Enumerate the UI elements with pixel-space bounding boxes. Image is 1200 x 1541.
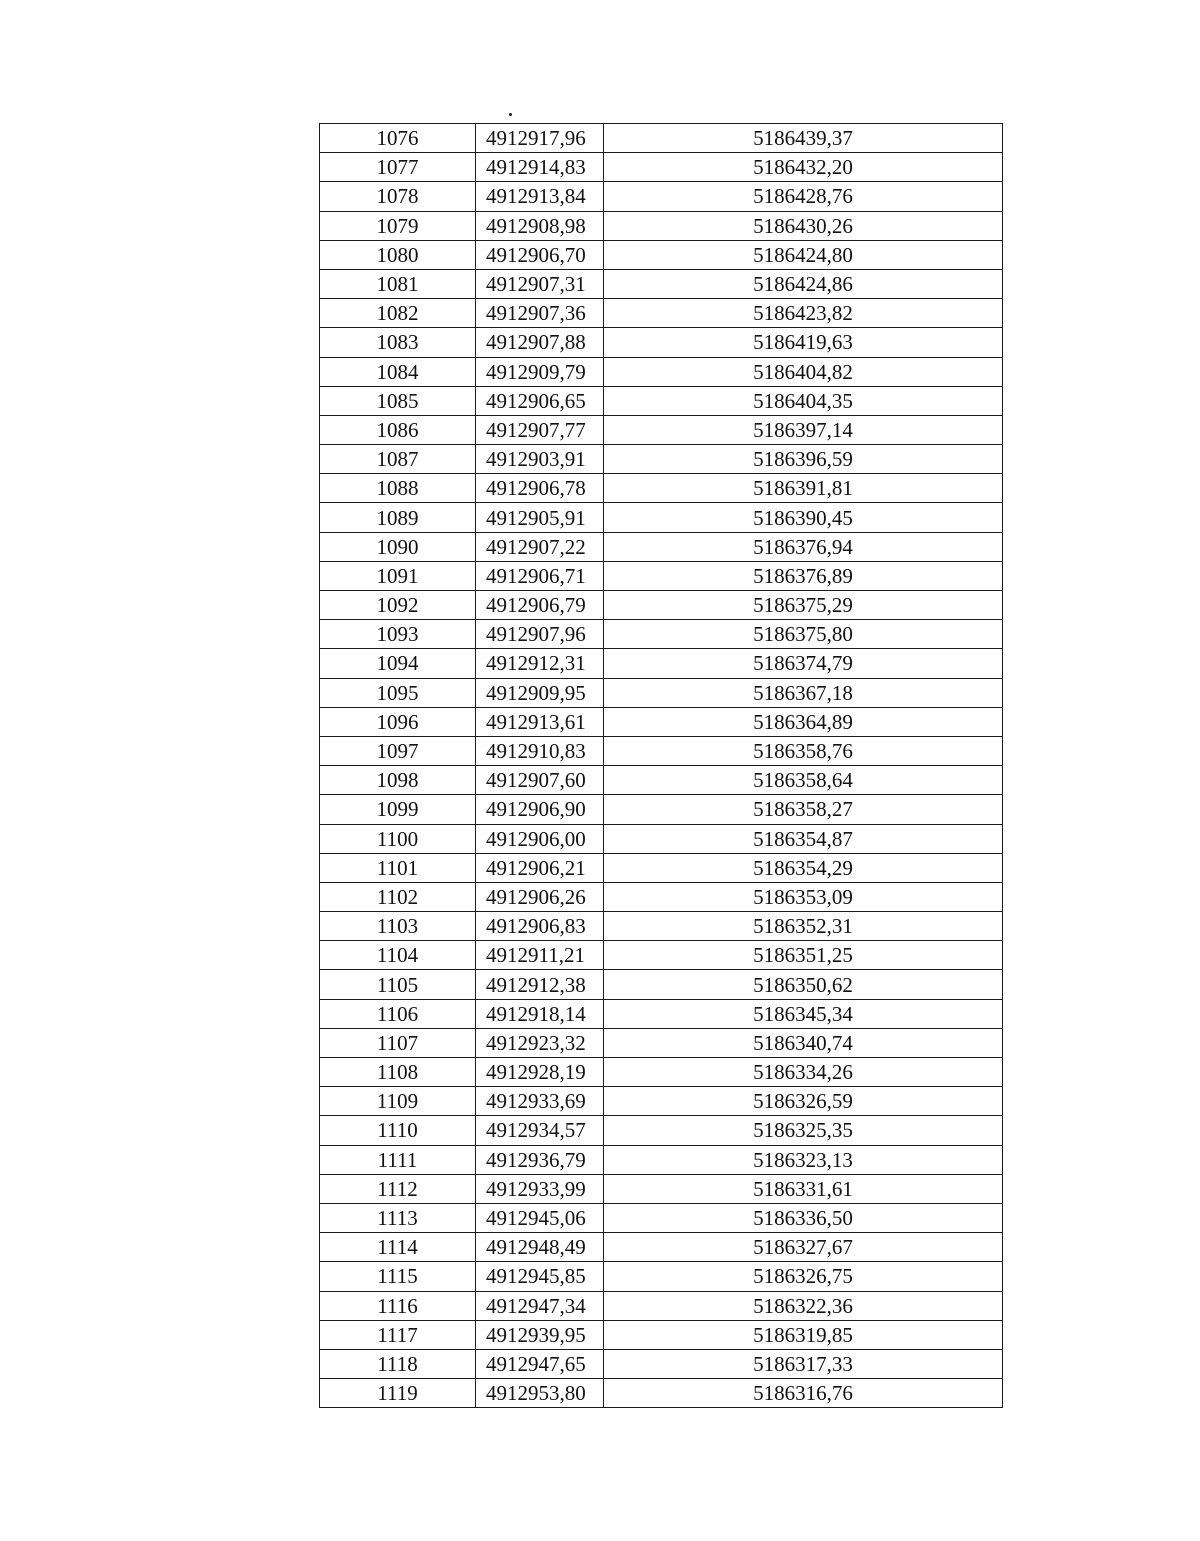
x-coordinate-cell: 4912913,61: [476, 707, 604, 736]
y-coordinate-cell: 5186331,61: [604, 1174, 1003, 1203]
point-number-cell: 1111: [320, 1145, 476, 1174]
table-row: [320, 1087, 1003, 1116]
point-number-cell: 1116: [320, 1291, 476, 1320]
x-coordinate-cell: 4912953,80: [476, 1379, 604, 1408]
point-number-cell: 1081: [320, 269, 476, 298]
point-number-cell: 1095: [320, 678, 476, 707]
y-coordinate-cell: 5186336,50: [604, 1203, 1003, 1232]
table-row: [320, 182, 1003, 211]
point-number-cell: 1077: [320, 153, 476, 182]
point-number-cell: 1076: [320, 124, 476, 153]
table-row: [320, 211, 1003, 240]
x-coordinate-cell: 4912906,71: [476, 561, 604, 590]
x-coordinate-cell: 4912912,38: [476, 970, 604, 999]
y-coordinate-cell: 5186439,37: [604, 124, 1003, 153]
y-coordinate-cell: 5186364,89: [604, 707, 1003, 736]
y-coordinate-cell: 5186376,89: [604, 561, 1003, 590]
y-coordinate-cell: 5186367,18: [604, 678, 1003, 707]
point-number-cell: 1108: [320, 1058, 476, 1087]
x-coordinate-cell: 4912948,49: [476, 1233, 604, 1262]
coordinate-table: [319, 123, 1003, 1408]
table-row: [320, 328, 1003, 357]
point-number-cell: 1088: [320, 474, 476, 503]
y-coordinate-cell: 5186358,27: [604, 795, 1003, 824]
y-coordinate-cell: 5186327,67: [604, 1233, 1003, 1262]
point-number-cell: 1082: [320, 299, 476, 328]
point-number-cell: 1099: [320, 795, 476, 824]
table-row: [320, 999, 1003, 1028]
point-number-cell: 1090: [320, 532, 476, 561]
table-row: [320, 795, 1003, 824]
table-row: [320, 1174, 1003, 1203]
y-coordinate-cell: 5186404,82: [604, 357, 1003, 386]
point-number-cell: 1087: [320, 445, 476, 474]
table-row: [320, 357, 1003, 386]
x-coordinate-cell: 4912907,60: [476, 766, 604, 795]
x-coordinate-cell: 4912906,79: [476, 591, 604, 620]
y-coordinate-cell: 5186353,09: [604, 882, 1003, 911]
table-row: [320, 1145, 1003, 1174]
x-coordinate-cell: 4912907,96: [476, 620, 604, 649]
table-row: [320, 1320, 1003, 1349]
table-row: [320, 240, 1003, 269]
point-number-cell: 1086: [320, 415, 476, 444]
table-row: [320, 1028, 1003, 1057]
point-number-cell: 1092: [320, 591, 476, 620]
point-number-cell: 1079: [320, 211, 476, 240]
table-row: [320, 445, 1003, 474]
point-number-cell: 1104: [320, 941, 476, 970]
x-coordinate-cell: 4912945,85: [476, 1262, 604, 1291]
y-coordinate-cell: 5186423,82: [604, 299, 1003, 328]
y-coordinate-cell: 5186350,62: [604, 970, 1003, 999]
point-number-cell: 1102: [320, 882, 476, 911]
x-coordinate-cell: 4912907,36: [476, 299, 604, 328]
point-number-cell: 1117: [320, 1320, 476, 1349]
table-row: [320, 707, 1003, 736]
table-row: [320, 1291, 1003, 1320]
table-row: [320, 941, 1003, 970]
x-coordinate-cell: 4912939,95: [476, 1320, 604, 1349]
x-coordinate-cell: 4912906,83: [476, 912, 604, 941]
point-number-cell: 1115: [320, 1262, 476, 1291]
point-number-cell: 1083: [320, 328, 476, 357]
point-number-cell: 1080: [320, 240, 476, 269]
x-coordinate-cell: 4912906,90: [476, 795, 604, 824]
table-row: [320, 1379, 1003, 1408]
table-row: [320, 912, 1003, 941]
x-coordinate-cell: 4912907,77: [476, 415, 604, 444]
table-row: [320, 299, 1003, 328]
x-coordinate-cell: 4912945,06: [476, 1203, 604, 1232]
y-coordinate-cell: 5186317,33: [604, 1349, 1003, 1378]
x-coordinate-cell: 4912933,69: [476, 1087, 604, 1116]
table-row: [320, 474, 1003, 503]
table-row: [320, 1203, 1003, 1232]
x-coordinate-cell: 4912908,98: [476, 211, 604, 240]
table-row: [320, 1116, 1003, 1145]
point-number-cell: 1089: [320, 503, 476, 532]
y-coordinate-cell: 5186351,25: [604, 941, 1003, 970]
x-coordinate-cell: 4912907,22: [476, 532, 604, 561]
point-number-cell: 1118: [320, 1349, 476, 1378]
x-coordinate-cell: 4912910,83: [476, 736, 604, 765]
point-number-cell: 1096: [320, 707, 476, 736]
table-row: [320, 882, 1003, 911]
point-number-cell: 1114: [320, 1233, 476, 1262]
x-coordinate-cell: 4912918,14: [476, 999, 604, 1028]
point-number-cell: 1119: [320, 1379, 476, 1408]
point-number-cell: 1085: [320, 386, 476, 415]
table-row: [320, 1233, 1003, 1262]
y-coordinate-cell: 5186354,87: [604, 824, 1003, 853]
table-row: [320, 766, 1003, 795]
x-coordinate-cell: 4912907,88: [476, 328, 604, 357]
point-number-cell: 1093: [320, 620, 476, 649]
point-number-cell: 1113: [320, 1203, 476, 1232]
point-number-cell: 1106: [320, 999, 476, 1028]
y-coordinate-cell: 5186326,59: [604, 1087, 1003, 1116]
point-number-cell: 1091: [320, 561, 476, 590]
table-row: [320, 124, 1003, 153]
table-row: [320, 678, 1003, 707]
y-coordinate-cell: 5186404,35: [604, 386, 1003, 415]
y-coordinate-cell: 5186391,81: [604, 474, 1003, 503]
x-coordinate-cell: 4912906,78: [476, 474, 604, 503]
x-coordinate-cell: 4912947,65: [476, 1349, 604, 1378]
y-coordinate-cell: 5186424,86: [604, 269, 1003, 298]
x-coordinate-cell: 4912934,57: [476, 1116, 604, 1145]
x-coordinate-cell: 4912913,84: [476, 182, 604, 211]
y-coordinate-cell: 5186374,79: [604, 649, 1003, 678]
x-coordinate-cell: 4912911,21: [476, 941, 604, 970]
table-row: [320, 591, 1003, 620]
y-coordinate-cell: 5186319,85: [604, 1320, 1003, 1349]
y-coordinate-cell: 5186323,13: [604, 1145, 1003, 1174]
table-row: [320, 269, 1003, 298]
y-coordinate-cell: 5186424,80: [604, 240, 1003, 269]
y-coordinate-cell: 5186326,75: [604, 1262, 1003, 1291]
y-coordinate-cell: 5186334,26: [604, 1058, 1003, 1087]
x-coordinate-cell: 4912906,26: [476, 882, 604, 911]
x-coordinate-cell: 4912928,19: [476, 1058, 604, 1087]
y-coordinate-cell: 5186325,35: [604, 1116, 1003, 1145]
y-coordinate-cell: 5186358,76: [604, 736, 1003, 765]
point-number-cell: 1103: [320, 912, 476, 941]
table-row: [320, 1349, 1003, 1378]
point-number-cell: 1109: [320, 1087, 476, 1116]
table-row: [320, 503, 1003, 532]
x-coordinate-cell: 4912936,79: [476, 1145, 604, 1174]
table-row: [320, 620, 1003, 649]
x-coordinate-cell: 4912906,70: [476, 240, 604, 269]
y-coordinate-cell: 5186419,63: [604, 328, 1003, 357]
y-coordinate-cell: 5186375,80: [604, 620, 1003, 649]
x-coordinate-cell: 4912947,34: [476, 1291, 604, 1320]
table-row: [320, 1262, 1003, 1291]
x-coordinate-cell: 4912917,96: [476, 124, 604, 153]
y-coordinate-cell: 5186375,29: [604, 591, 1003, 620]
point-number-cell: 1100: [320, 824, 476, 853]
table-row: [320, 532, 1003, 561]
y-coordinate-cell: 5186376,94: [604, 532, 1003, 561]
x-coordinate-cell: 4912906,00: [476, 824, 604, 853]
point-number-cell: 1097: [320, 736, 476, 765]
y-coordinate-cell: 5186345,34: [604, 999, 1003, 1028]
x-coordinate-cell: 4912906,21: [476, 853, 604, 882]
y-coordinate-cell: 5186432,20: [604, 153, 1003, 182]
table-row: [320, 649, 1003, 678]
point-number-cell: 1084: [320, 357, 476, 386]
point-number-cell: 1105: [320, 970, 476, 999]
table-row: [320, 415, 1003, 444]
table-row: [320, 824, 1003, 853]
x-coordinate-cell: 4912903,91: [476, 445, 604, 474]
x-coordinate-cell: 4912914,83: [476, 153, 604, 182]
y-coordinate-cell: 5186352,31: [604, 912, 1003, 941]
point-number-cell: 1101: [320, 853, 476, 882]
table-row: [320, 561, 1003, 590]
x-coordinate-cell: 4912905,91: [476, 503, 604, 532]
y-coordinate-cell: 5186397,14: [604, 415, 1003, 444]
point-number-cell: 1107: [320, 1028, 476, 1057]
point-number-cell: 1098: [320, 766, 476, 795]
y-coordinate-cell: 5186390,45: [604, 503, 1003, 532]
y-coordinate-cell: 5186354,29: [604, 853, 1003, 882]
table-row: [320, 736, 1003, 765]
y-coordinate-cell: 5186322,36: [604, 1291, 1003, 1320]
y-coordinate-cell: 5186396,59: [604, 445, 1003, 474]
table-row: [320, 970, 1003, 999]
point-number-cell: 1094: [320, 649, 476, 678]
point-number-cell: 1110: [320, 1116, 476, 1145]
table-row: [320, 386, 1003, 415]
y-coordinate-cell: 5186430,26: [604, 211, 1003, 240]
point-number-cell: 1112: [320, 1174, 476, 1203]
table-row: [320, 1058, 1003, 1087]
x-coordinate-cell: 4912909,79: [476, 357, 604, 386]
x-coordinate-cell: 4912923,32: [476, 1028, 604, 1057]
y-coordinate-cell: 5186340,74: [604, 1028, 1003, 1057]
x-coordinate-cell: 4912909,95: [476, 678, 604, 707]
x-coordinate-cell: 4912912,31: [476, 649, 604, 678]
x-coordinate-cell: 4912906,65: [476, 386, 604, 415]
y-coordinate-cell: 5186358,64: [604, 766, 1003, 795]
point-number-cell: 1078: [320, 182, 476, 211]
y-coordinate-cell: 5186316,76: [604, 1379, 1003, 1408]
y-coordinate-cell: 5186428,76: [604, 182, 1003, 211]
table-row: [320, 853, 1003, 882]
x-coordinate-cell: 4912907,31: [476, 269, 604, 298]
table-row: [320, 153, 1003, 182]
scan-speck: [509, 113, 512, 116]
x-coordinate-cell: 4912933,99: [476, 1174, 604, 1203]
coordinate-table-body: [320, 124, 1003, 1408]
